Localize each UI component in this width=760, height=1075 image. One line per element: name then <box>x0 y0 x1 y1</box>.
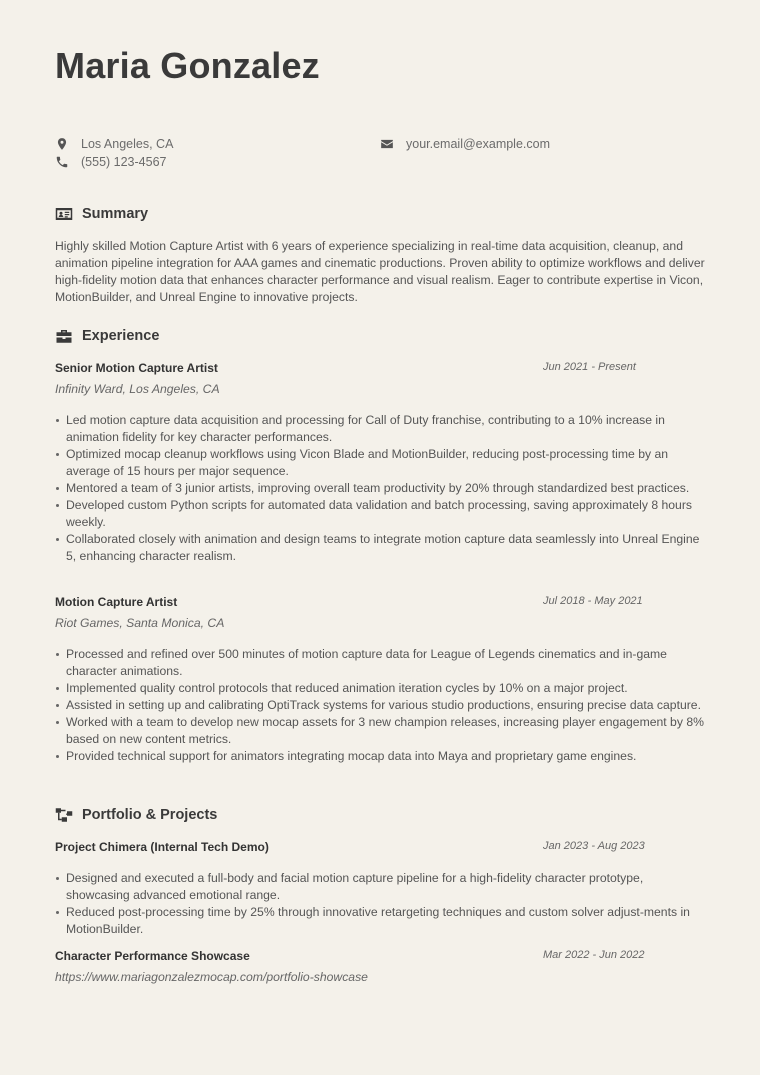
job-company: Riot Games, Santa Monica, CA <box>55 616 225 630</box>
phone-icon <box>55 155 69 169</box>
list-item: Led motion capture data acquisition and processing for Call of Duty franchise, contributing to a 10% increase in animation fidelity for key character performances. <box>55 412 710 446</box>
project-date: Jan 2023 - Aug 2023 <box>543 840 645 852</box>
project-link[interactable]: https://www.mariagonzalezmocap.com/portfolio-showcase <box>55 970 368 984</box>
candidate-name: Maria Gonzalez <box>55 45 320 86</box>
projects-title: Portfolio & Projects <box>82 807 218 823</box>
job-date: Jun 2021 - Present <box>543 361 636 373</box>
project-bullets <box>55 870 710 938</box>
project-diagram-icon <box>55 807 73 823</box>
list-item: Developed custom Python scripts for automated data validation and batch processing, saving approximately 8 hours weekly. <box>55 497 710 531</box>
experience-heading <box>55 328 159 344</box>
experience-title: Experience <box>82 328 160 344</box>
list-item: Collaborated closely with animation and design teams to integrate motion capture data seamlessly into Unreal Engine 5, enhancing character realism. <box>55 531 710 565</box>
summary-title: Summary <box>82 206 149 222</box>
list-item: Mentored a team of 3 junior artists, improving overall team productivity by 20% through standardized best practices. <box>55 480 710 497</box>
job-company: Infinity Ward, Los Angeles, CA <box>55 382 220 396</box>
job-bullets <box>55 412 710 565</box>
job-date: Jul 2018 - May 2021 <box>543 595 643 607</box>
contact-location <box>55 135 173 153</box>
email-link[interactable]: your.email@example.com <box>406 137 550 151</box>
list-item: Implemented quality control protocols that reduced animation iteration cycles by 10% on a major project. <box>55 680 710 697</box>
briefcase-icon <box>55 328 73 344</box>
job-title: Senior Motion Capture Artist <box>55 361 218 375</box>
phone-text: (555) 123-4567 <box>81 155 167 169</box>
list-item: Worked with a team to develop new mocap assets for 3 new champion releases, increasing player engagement by 8% based on new content metrics. <box>55 714 710 748</box>
summary-text: Highly skilled Motion Capture Artist with 6 years of experience specializing in real-time data acquisition, cleanup, and animation pipeline integration for AAA games and cinematic productions. Proven ability to optimize workflows and deliver high-fidelity motion data that enhances character performance and visual realism. Eager to contribute expertise in Vicon, MotionBuilder, and Unreal Engine to innovative projects. <box>55 239 705 304</box>
projects-heading <box>55 807 217 823</box>
list-item: Reduced post-processing time by 25% through innovative retargeting techniques and custom solver adjust-ments in MotionBuilder. <box>55 904 710 938</box>
envelope-icon <box>380 137 394 151</box>
list-item: Assisted in setting up and calibrating OptiTrack systems for various studio productions, ensuring precise data capture. <box>55 697 710 714</box>
project-title: Project Chimera (Internal Tech Demo) <box>55 840 269 854</box>
list-item: Provided technical support for animators integrating mocap data into Maya and proprietary game engines. <box>55 748 710 765</box>
map-pin-icon <box>55 137 69 151</box>
contact-phone <box>55 153 166 171</box>
list-item: Optimized mocap cleanup workflows using Vicon Blade and MotionBuilder, reducing post-processing time by an average of 15 hours per major sequence. <box>55 446 710 480</box>
summary-heading <box>55 206 148 222</box>
id-card-icon <box>55 206 73 222</box>
project-title: Character Performance Showcase <box>55 949 250 963</box>
job-title: Motion Capture Artist <box>55 595 178 609</box>
job-bullets <box>55 646 710 765</box>
list-item: Processed and refined over 500 minutes of motion capture data for League of Legends cinematics and in-game character animations. <box>55 646 710 680</box>
location-text: Los Angeles, CA <box>81 137 174 151</box>
list-item: Designed and executed a full-body and facial motion capture pipeline for a high-fidelity character prototype, showcasing advanced emotional range. <box>55 870 710 904</box>
contact-email[interactable] <box>380 135 550 153</box>
project-date: Mar 2022 - Jun 2022 <box>543 949 645 961</box>
